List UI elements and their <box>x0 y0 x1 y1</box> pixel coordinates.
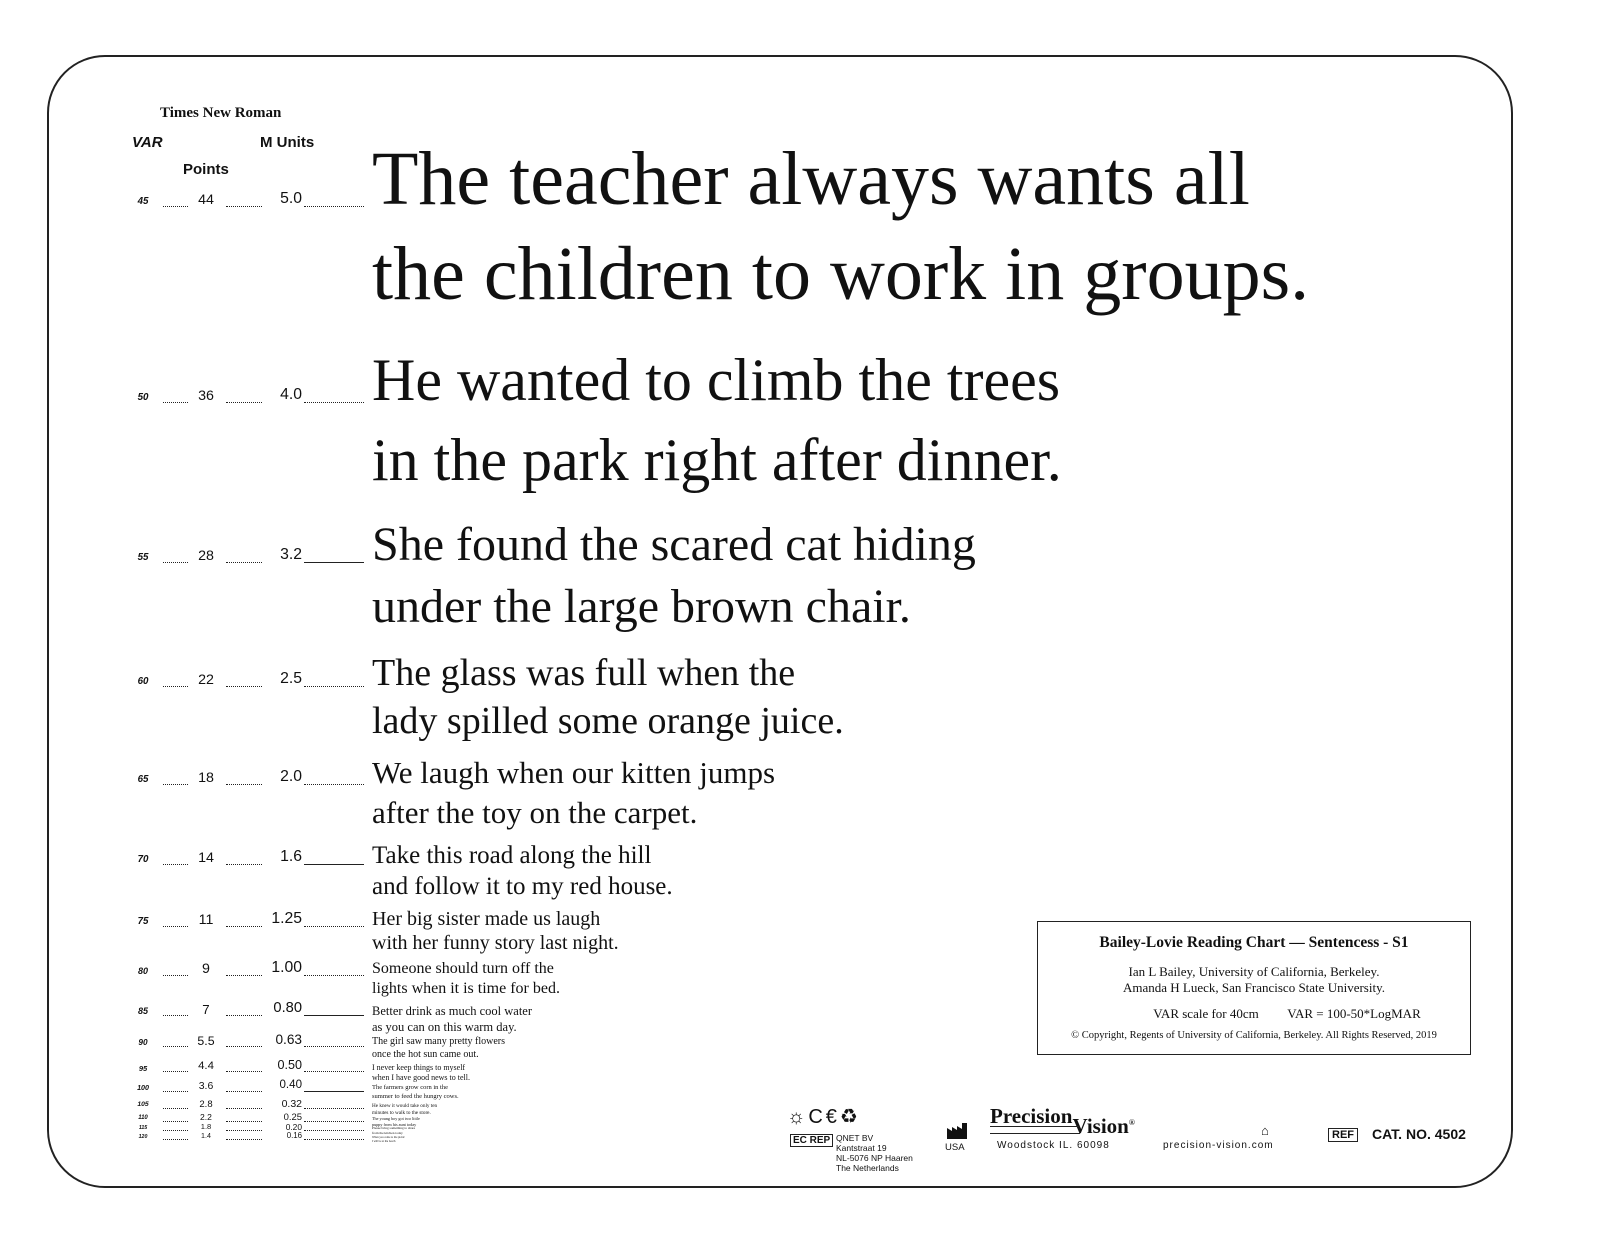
var-value: 120 <box>138 1133 148 1140</box>
leader-dots <box>226 1130 262 1131</box>
leader-dots <box>163 1091 188 1092</box>
leader-dots <box>226 1046 262 1047</box>
sentence-line: The girl saw many pretty flowers <box>372 1036 506 1048</box>
leader-line <box>304 686 364 687</box>
leader-dots <box>226 1121 262 1122</box>
sentence-line: Her big sister made us laugh <box>372 908 601 931</box>
leader-dots <box>226 975 262 976</box>
sentence-line: minutes to walk to the store. <box>372 1109 431 1116</box>
reading-sentence <box>372 907 619 955</box>
leader-dots <box>163 1139 188 1140</box>
var-value: 60 <box>137 676 149 688</box>
leader-dots <box>226 1015 262 1016</box>
brand-website: precision-vision.com <box>1163 1140 1274 1151</box>
leader-dots <box>226 686 262 687</box>
chart-title: Bailey-Lovie Reading Chart — Sentencess - S1 <box>1099 934 1409 951</box>
sentence-line: She found the scared cat hiding <box>372 517 976 571</box>
sentence-line: The glass was full when the <box>372 651 796 694</box>
m-units-value: 0.63 <box>275 1032 302 1048</box>
leader-line <box>304 206 364 207</box>
m-units-value: 0.50 <box>277 1058 302 1073</box>
recycle-icon: ♻ <box>839 1106 861 1128</box>
font-name-label: Times New Roman <box>160 105 282 121</box>
leader-dots <box>226 1108 262 1109</box>
leader-dots <box>226 864 262 865</box>
leader-dots <box>163 975 188 976</box>
points-value: 22 <box>198 671 214 688</box>
rep-address-line: NL-5076 NP Haaren <box>836 1153 913 1163</box>
points-value: 18 <box>198 769 214 786</box>
leader-line <box>304 402 364 403</box>
m-units-value: 4.0 <box>280 386 302 404</box>
sentence-line: We laugh when our kitten jumps <box>372 754 776 790</box>
points-value: 4.4 <box>198 1059 214 1072</box>
sentence-line: lights when it is time for bed. <box>372 980 560 998</box>
leader-dots <box>226 206 262 207</box>
m-units-value: 1.00 <box>271 959 302 977</box>
leader-dots <box>226 784 262 785</box>
sentence-line: I never keep things to myself <box>372 1062 466 1072</box>
leader-line <box>304 1015 364 1016</box>
scale-note: VAR scale for 40cm <box>1153 1006 1259 1021</box>
points-value: 36 <box>198 387 214 404</box>
leader-dots <box>163 206 188 207</box>
leader-dots <box>163 864 188 865</box>
var-value: 110 <box>138 1115 148 1121</box>
manufacturer-icon <box>946 1122 968 1140</box>
rep-address-line: The Netherlands <box>836 1163 899 1173</box>
leader-dots <box>226 562 262 563</box>
reading-sentence <box>372 132 1309 322</box>
m-units-value: 0.16 <box>286 1131 302 1141</box>
leader-line <box>304 784 364 785</box>
reading-sentence <box>372 649 844 745</box>
points-column-header: Points <box>183 161 229 178</box>
sentence-line: The teacher always wants all <box>372 136 1250 221</box>
sentence-line: once the hot sun came out. <box>372 1048 479 1060</box>
var-formula: VAR = 100-50*LogMAR <box>1287 1006 1421 1021</box>
leader-line <box>304 1108 364 1109</box>
sentence-line: when I have good news to tell. <box>372 1073 470 1083</box>
m-units-value: 3.2 <box>280 546 302 564</box>
brand-underline <box>990 1126 1080 1134</box>
sentence-line: He knew it would take only ten <box>372 1102 438 1109</box>
sentence-line: The young boy got two little <box>372 1116 420 1122</box>
reading-sentence <box>372 514 976 638</box>
points-value: 3.6 <box>198 1080 214 1092</box>
var-value: 100 <box>137 1083 149 1092</box>
sentence-line: puppy from his aunt today <box>372 1122 417 1128</box>
sentence-line: as you can on this warm day. <box>372 1019 517 1034</box>
sentence-line: Someone should turn off the <box>372 960 554 978</box>
sentence-line: the children to work in groups. <box>372 231 1310 316</box>
chart-info-box <box>1037 921 1471 1055</box>
m-units-value: 2.5 <box>280 670 302 688</box>
sun-icon: ☼ <box>787 1106 809 1128</box>
brand-address: Woodstock IL. 60098 <box>997 1140 1110 1151</box>
leader-dots <box>226 926 262 927</box>
points-value: 2.8 <box>199 1098 213 1110</box>
sentence-line: after the toy on the carpet. <box>372 794 698 830</box>
leader-line <box>304 1139 364 1140</box>
sentence-line: Please bring something to share <box>372 1126 416 1131</box>
var-value: 85 <box>137 1006 148 1016</box>
sentence-line: When you come to the picnic <box>372 1135 405 1139</box>
leader-line <box>304 1121 364 1122</box>
leader-dots <box>163 1046 188 1047</box>
leader-line <box>304 926 364 927</box>
reading-sentence <box>372 840 673 902</box>
leader-line <box>304 1130 364 1131</box>
var-value: 75 <box>137 916 149 928</box>
leader-dots <box>163 562 188 563</box>
var-value: 45 <box>137 196 149 208</box>
reading-sentence <box>372 1103 437 1117</box>
points-value: 28 <box>198 547 214 564</box>
leader-dots <box>163 1130 188 1131</box>
var-value: 50 <box>137 392 149 404</box>
leader-line <box>304 1046 364 1047</box>
reading-sentence <box>372 1136 405 1144</box>
points-value: 11 <box>198 911 214 928</box>
leader-dots <box>163 1108 188 1109</box>
leader-dots <box>226 1071 262 1072</box>
points-value: 2.2 <box>200 1112 212 1123</box>
leader-dots <box>163 784 188 785</box>
leader-dots <box>163 1071 188 1072</box>
m-units-value: 0.40 <box>279 1079 302 1092</box>
m-units-value: 2.0 <box>280 768 302 786</box>
var-column-header: VAR <box>132 134 163 151</box>
var-value: 65 <box>137 774 149 786</box>
ce-mark: C€ <box>808 1106 840 1128</box>
sentence-line: The farmers grow corn in the <box>372 1084 448 1092</box>
leader-dots <box>226 1139 262 1140</box>
sentence-line: Better drink as much cool water <box>372 1003 533 1018</box>
representative-address <box>836 1133 913 1173</box>
var-value: 95 <box>138 1063 148 1073</box>
sentence-line: lady spilled some orange juice. <box>372 699 844 742</box>
reading-sentence <box>372 340 1062 500</box>
copyright-notice: © Copyright, Regents of University of California, Berkeley. All Rights Reserved, 2019 <box>1071 1030 1437 1041</box>
leader-dots <box>163 402 188 403</box>
sentence-line: I will be at the beach <box>372 1139 396 1143</box>
author-2: Amanda H Lueck, San Francisco State University. <box>1123 980 1385 995</box>
leader-dots <box>226 1091 262 1092</box>
leader-line <box>304 975 364 976</box>
sentence-line: under the large brown chair. <box>372 579 911 633</box>
var-value: 55 <box>137 552 149 564</box>
sentence-line: Take this road along the hill <box>372 841 652 869</box>
var-value: 70 <box>137 854 149 866</box>
sentence-line: from the kitchen today <box>372 1131 403 1135</box>
leader-dots <box>163 686 188 687</box>
country-label: USA <box>945 1142 965 1153</box>
m-units-value: 0.80 <box>273 1000 302 1017</box>
points-value: 14 <box>198 849 214 866</box>
house-icon: ⌂ <box>1261 1123 1269 1138</box>
sentence-line: and follow it to my red house. <box>372 872 673 900</box>
sentence-line: with her funny story last night. <box>372 932 619 955</box>
sentence-line: in the park right after dinner. <box>372 426 1062 493</box>
leader-line <box>304 562 364 563</box>
points-value: 7 <box>202 1001 210 1017</box>
author-1: Ian L Bailey, University of California, Berkeley. <box>1128 964 1380 979</box>
points-value: 9 <box>202 960 210 977</box>
rep-address-line: QNET BV <box>836 1133 874 1143</box>
reading-sentence <box>372 753 775 833</box>
catalog-number: CAT. NO. 4502 <box>1372 1126 1466 1142</box>
brand-word-1: Precision <box>990 1104 1073 1128</box>
reading-sentence <box>372 1036 505 1061</box>
reading-sentence <box>372 959 560 999</box>
m-units-value: 0.20 <box>285 1121 302 1132</box>
reading-sentence <box>372 1003 532 1035</box>
points-value: 1.8 <box>200 1122 212 1132</box>
rep-address-line: Kantstraat 19 <box>836 1143 887 1153</box>
m-units-value: 0.32 <box>281 1097 302 1110</box>
points-value: 44 <box>198 191 214 208</box>
ref-badge: REF <box>1328 1128 1358 1142</box>
points-value: 1.4 <box>201 1131 211 1140</box>
ec-rep-badge: EC REP <box>790 1134 833 1147</box>
var-value: 105 <box>137 1101 149 1109</box>
sentence-line: He wanted to climb the trees <box>372 346 1061 413</box>
m-units-value: 5.0 <box>280 190 302 208</box>
var-value: 90 <box>138 1037 148 1047</box>
reading-sentence <box>372 1126 415 1135</box>
leader-dots <box>163 1015 188 1016</box>
reading-sentence <box>372 1063 470 1084</box>
points-value: 5.5 <box>197 1033 215 1048</box>
regulatory-symbols <box>787 1104 861 1129</box>
leader-dots <box>226 402 262 403</box>
leader-line <box>304 864 364 865</box>
brand-word-2: Vision <box>1072 1114 1129 1138</box>
m-units-column-header: M Units <box>260 134 315 151</box>
var-value: 115 <box>138 1124 148 1131</box>
registered-mark: ® <box>1128 1118 1135 1127</box>
leader-dots <box>163 1121 188 1122</box>
sentence-line: summer to feed the hungry cows. <box>372 1092 459 1100</box>
leader-line <box>304 1091 364 1092</box>
leader-dots <box>163 926 188 927</box>
reading-sentence <box>372 1084 459 1101</box>
m-units-value: 1.6 <box>280 848 302 866</box>
m-units-value: 1.25 <box>271 910 302 928</box>
m-units-value: 0.25 <box>283 1111 302 1123</box>
var-value: 80 <box>137 966 148 976</box>
leader-line <box>304 1071 364 1072</box>
